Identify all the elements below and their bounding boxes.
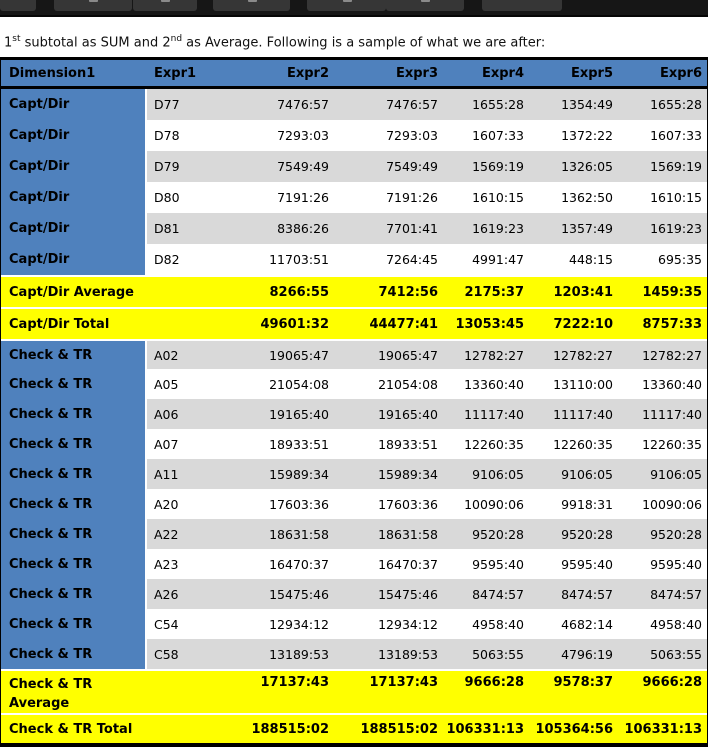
subtotal-value-cell: 9666:28	[464, 675, 524, 690]
value-cell[interactable]: 10090:06	[443, 489, 529, 519]
value-cell[interactable]: 12934:12	[233, 609, 333, 639]
dimension-cell[interactable]: Check & TR	[1, 519, 147, 549]
value-cell[interactable]: 17603:36	[333, 489, 443, 519]
value-cell[interactable]: 4958:40	[617, 609, 707, 639]
toolbar-button[interactable]	[54, 0, 132, 11]
subtotal-total-row	[1, 307, 707, 339]
expr1-cell[interactable]: A02	[147, 341, 233, 369]
value-cell[interactable]: 1610:15	[443, 182, 529, 213]
table-row	[1, 519, 707, 549]
subtotal-value-cell: 188515:02	[251, 721, 329, 737]
value-cell[interactable]: 7191:26	[333, 182, 443, 213]
toolbar-button[interactable]	[133, 0, 197, 11]
value-cell[interactable]: 13360:40	[443, 369, 529, 399]
value-cell[interactable]: 1607:33	[617, 120, 707, 151]
expr1-cell[interactable]: D80	[147, 182, 233, 213]
expr1-cell[interactable]: A05	[147, 369, 233, 399]
subtotal-value-cell	[147, 715, 233, 743]
value-cell[interactable]: 1372:22	[529, 120, 617, 151]
value-cell[interactable]: 9595:40	[617, 549, 707, 579]
table-row	[1, 244, 707, 275]
subtotal-value-cell: 13053:45	[455, 316, 524, 332]
value-cell[interactable]: 1354:49	[529, 89, 617, 120]
expr1-cell[interactable]: D78	[147, 120, 233, 151]
subtotal-value-cell: 106331:13	[446, 721, 524, 737]
expr1-cell[interactable]: A06	[147, 399, 233, 429]
intro-text: 1st subtotal as SUM and 2nd as Average. Following is a sample of what we are after:	[4, 34, 546, 51]
subtotal-label-text: Check & TR Average	[9, 677, 93, 711]
column-header-expr3[interactable]: Expr3	[395, 65, 438, 81]
value-cell[interactable]: 19065:47	[233, 341, 333, 369]
expr1-cell[interactable]: D82	[147, 244, 233, 275]
expr1-cell[interactable]: A20	[147, 489, 233, 519]
top-toolbar	[0, 0, 708, 17]
subtotal-average-row	[1, 669, 707, 713]
subtotal-value-cell	[147, 309, 233, 339]
value-cell[interactable]: 7476:57	[333, 89, 443, 120]
dimension-cell[interactable]: Capt/Dir	[1, 89, 147, 120]
value-cell[interactable]: 5063:55	[443, 639, 529, 669]
value-cell[interactable]: 13189:53	[333, 639, 443, 669]
value-cell[interactable]: 18933:51	[233, 429, 333, 459]
dimension-cell[interactable]: Check & TR	[1, 609, 147, 639]
value-cell[interactable]: 12934:12	[333, 609, 443, 639]
subtotal-value-cell: 106331:13	[624, 721, 702, 737]
column-header-expr4[interactable]: Expr4	[481, 65, 524, 81]
button-glyph-icon	[161, 0, 170, 2]
value-cell[interactable]: 13360:40	[617, 369, 707, 399]
value-cell[interactable]: 1607:33	[443, 120, 529, 151]
value-cell[interactable]: 12782:27	[443, 341, 529, 369]
subtotal-value-cell: 9578:37	[553, 675, 613, 690]
table-row	[1, 213, 707, 244]
value-cell[interactable]: 11703:51	[233, 244, 333, 275]
value-cell[interactable]: 12782:27	[529, 341, 617, 369]
value-cell[interactable]: 18933:51	[333, 429, 443, 459]
subtotal-value-cell: 7222:10	[553, 316, 613, 332]
value-cell[interactable]: 18631:58	[333, 519, 443, 549]
value-cell[interactable]: 11117:40	[443, 399, 529, 429]
value-cell[interactable]: 1655:28	[617, 89, 707, 120]
value-cell[interactable]: 9595:40	[529, 549, 617, 579]
dimension-cell[interactable]: Check & TR	[1, 549, 147, 579]
table-header-row	[1, 57, 707, 89]
table-row	[1, 609, 707, 639]
column-header-expr2[interactable]: Expr2	[286, 65, 329, 81]
toolbar-button[interactable]	[213, 0, 290, 11]
subtotal-value-cell: 49601:32	[260, 316, 329, 332]
value-cell[interactable]: 15989:34	[233, 459, 333, 489]
subtotal-label-text: Capt/Dir Average	[9, 284, 134, 300]
subtotal-value-cell: 2175:37	[464, 284, 524, 300]
value-cell[interactable]: 4958:40	[443, 609, 529, 639]
dimension-cell[interactable]: Capt/Dir	[1, 120, 147, 151]
value-cell[interactable]: 9595:40	[443, 549, 529, 579]
value-cell[interactable]: 8474:57	[443, 579, 529, 609]
column-header-expr5[interactable]: Expr5	[570, 65, 613, 81]
value-cell[interactable]: 11117:40	[529, 399, 617, 429]
value-cell[interactable]: 12260:35	[443, 429, 529, 459]
value-cell[interactable]: 1569:19	[443, 151, 529, 182]
value-cell[interactable]: 4991:47	[443, 244, 529, 275]
subtotal-label	[1, 309, 147, 339]
value-cell[interactable]: 9106:05	[443, 459, 529, 489]
table-row	[1, 339, 707, 369]
value-cell[interactable]: 10090:06	[617, 489, 707, 519]
value-cell[interactable]: 1610:15	[617, 182, 707, 213]
value-cell[interactable]: 695:35	[617, 244, 707, 275]
subtotal-label	[1, 277, 147, 307]
value-cell[interactable]: 16470:37	[333, 549, 443, 579]
dimension-cell[interactable]: Check & TR	[1, 399, 147, 429]
value-cell[interactable]: 8386:26	[233, 213, 333, 244]
value-cell[interactable]: 16470:37	[233, 549, 333, 579]
value-cell[interactable]: 7549:49	[333, 151, 443, 182]
value-cell[interactable]: 5063:55	[617, 639, 707, 669]
expr1-cell[interactable]: A11	[147, 459, 233, 489]
subtotal-value-cell: 44477:41	[369, 316, 438, 332]
subtotal-value-cell: 17137:43	[369, 675, 438, 690]
table-row	[1, 399, 707, 429]
value-cell[interactable]: 19065:47	[333, 341, 443, 369]
value-cell[interactable]: 9520:28	[529, 519, 617, 549]
value-cell[interactable]: 448:15	[529, 244, 617, 275]
subtotal-average-row	[1, 275, 707, 307]
dimension-cell[interactable]: Check & TR	[1, 489, 147, 519]
expr1-cell[interactable]: A07	[147, 429, 233, 459]
dimension-cell[interactable]: Check & TR	[1, 429, 147, 459]
subtotal-label-text: Check & TR Total	[9, 721, 133, 737]
table-row	[1, 182, 707, 213]
expr1-cell[interactable]: C58	[147, 639, 233, 669]
subtotal-label	[1, 671, 147, 713]
table-body	[1, 89, 707, 743]
value-cell[interactable]: 9106:05	[529, 459, 617, 489]
value-cell[interactable]: 1362:50	[529, 182, 617, 213]
value-cell[interactable]: 8474:57	[617, 579, 707, 609]
dimension-cell[interactable]: Check & TR	[1, 341, 147, 369]
subtotal-value-cell: 188515:02	[360, 721, 438, 737]
value-cell[interactable]: 15989:34	[333, 459, 443, 489]
table-row	[1, 459, 707, 489]
dimension-cell[interactable]: Capt/Dir	[1, 244, 147, 275]
dimension-cell[interactable]: Check & TR	[1, 579, 147, 609]
value-cell[interactable]: 12782:27	[617, 341, 707, 369]
table-row	[1, 429, 707, 459]
value-cell[interactable]: 7293:03	[233, 120, 333, 151]
subtotal-value-cell: 105364:56	[535, 721, 613, 737]
dimension-cell[interactable]: Capt/Dir	[1, 213, 147, 244]
button-glyph-icon	[343, 0, 352, 2]
toolbar-button[interactable]	[0, 0, 36, 11]
button-glyph-icon	[89, 0, 98, 2]
value-cell[interactable]: 1326:05	[529, 151, 617, 182]
subtotal-value-cell: 1203:41	[553, 284, 613, 300]
subtotal-value-cell: 17137:43	[260, 675, 329, 690]
value-cell[interactable]: 1569:19	[617, 151, 707, 182]
toolbar-button[interactable]	[482, 0, 562, 11]
value-cell[interactable]: 13189:53	[233, 639, 333, 669]
table-row	[1, 151, 707, 182]
value-cell[interactable]: 21054:08	[333, 369, 443, 399]
table-row	[1, 120, 707, 151]
table-row	[1, 369, 707, 399]
expr1-cell[interactable]: D81	[147, 213, 233, 244]
subtotal-label-text: Capt/Dir Total	[9, 316, 110, 332]
table-row	[1, 549, 707, 579]
dimension-cell[interactable]: Capt/Dir	[1, 182, 147, 213]
dimension-cell[interactable]: Capt/Dir	[1, 151, 147, 182]
straight-table	[0, 57, 708, 747]
value-cell[interactable]: 7549:49	[233, 151, 333, 182]
value-cell[interactable]: 21054:08	[233, 369, 333, 399]
value-cell[interactable]: 1619:23	[617, 213, 707, 244]
subtotal-value-cell	[147, 671, 233, 713]
button-glyph-icon	[248, 0, 257, 2]
value-cell[interactable]: 7191:26	[233, 182, 333, 213]
value-cell[interactable]: 12260:35	[617, 429, 707, 459]
value-cell[interactable]: 8474:57	[529, 579, 617, 609]
table-row	[1, 579, 707, 609]
value-cell[interactable]: 18631:58	[233, 519, 333, 549]
value-cell[interactable]: 19165:40	[333, 399, 443, 429]
value-cell[interactable]: 7293:03	[333, 120, 443, 151]
subtotal-value-cell: 8757:33	[642, 316, 702, 332]
value-cell[interactable]: 7701:41	[333, 213, 443, 244]
value-cell[interactable]: 9520:28	[617, 519, 707, 549]
value-cell[interactable]: 4796:19	[529, 639, 617, 669]
column-header-expr1[interactable]: Expr1	[154, 65, 197, 81]
subtotal-value-cell: 8266:55	[269, 284, 329, 300]
value-cell[interactable]: 1619:23	[443, 213, 529, 244]
dimension-cell[interactable]: Check & TR	[1, 639, 147, 669]
value-cell[interactable]: 9918:31	[529, 489, 617, 519]
value-cell[interactable]: 19165:40	[233, 399, 333, 429]
subtotal-total-row	[1, 713, 707, 743]
value-cell[interactable]: 9106:05	[617, 459, 707, 489]
value-cell[interactable]: 13110:00	[529, 369, 617, 399]
expr1-cell[interactable]: C54	[147, 609, 233, 639]
value-cell[interactable]: 7264:45	[333, 244, 443, 275]
value-cell[interactable]: 12260:35	[529, 429, 617, 459]
value-cell[interactable]: 4682:14	[529, 609, 617, 639]
dimension-cell[interactable]: Check & TR	[1, 459, 147, 489]
table-row	[1, 639, 707, 669]
column-header-expr6[interactable]: Expr6	[659, 65, 702, 81]
expr1-cell[interactable]: D79	[147, 151, 233, 182]
subtotal-value-cell: 7412:56	[378, 284, 438, 300]
value-cell[interactable]: 9520:28	[443, 519, 529, 549]
value-cell[interactable]: 11117:40	[617, 399, 707, 429]
expr1-cell[interactable]: A22	[147, 519, 233, 549]
button-glyph-icon	[421, 0, 430, 2]
dimension-cell[interactable]: Check & TR	[1, 369, 147, 399]
value-cell[interactable]: 15475:46	[333, 579, 443, 609]
subtotal-value-cell	[147, 277, 233, 307]
value-cell[interactable]: 1357:49	[529, 213, 617, 244]
value-cell[interactable]: 1655:28	[443, 89, 529, 120]
toolbar-button[interactable]	[307, 0, 386, 11]
expr1-cell[interactable]: A23	[147, 549, 233, 579]
value-cell[interactable]: 15475:46	[233, 579, 333, 609]
expr1-cell[interactable]: A26	[147, 579, 233, 609]
expr1-cell[interactable]: D77	[147, 89, 233, 120]
table-row	[1, 89, 707, 120]
subtotal-label	[1, 715, 147, 743]
subtotal-value-cell: 9666:28	[642, 675, 702, 690]
value-cell[interactable]: 17603:36	[233, 489, 333, 519]
column-header-dimension1[interactable]: Dimension1	[9, 65, 96, 81]
subtotal-value-cell: 1459:35	[642, 284, 702, 300]
table-row	[1, 489, 707, 519]
value-cell[interactable]: 7476:57	[233, 89, 333, 120]
toolbar-button[interactable]	[386, 0, 464, 11]
